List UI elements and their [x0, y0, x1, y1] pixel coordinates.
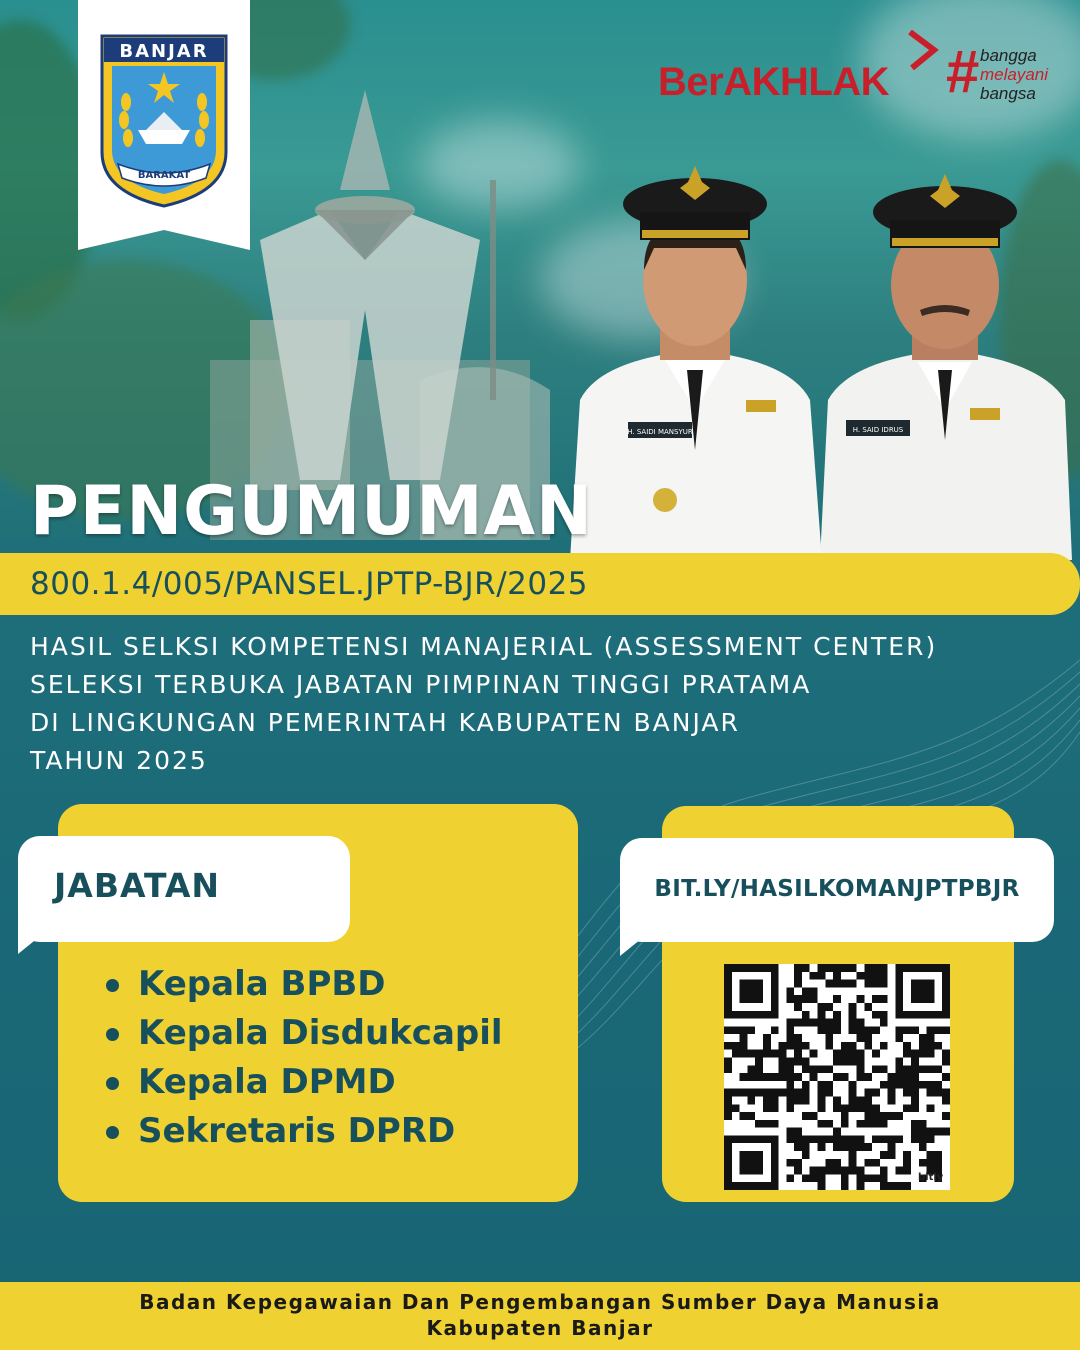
announcement-subtitle: [30, 628, 1070, 780]
bangga-melayani-bangsa-tag: [946, 40, 1066, 110]
list-item: Kepala Disdukcapil: [104, 1009, 503, 1058]
chevron-mark-icon: [908, 30, 942, 70]
official-portrait-right: [810, 170, 1080, 560]
list-item: Kepala BPBD: [104, 960, 503, 1009]
hashtag-line-3: bangsa: [980, 84, 1036, 103]
subtitle-line: TAHUN 2025: [30, 746, 208, 775]
list-item: Sekretaris DPRD: [104, 1107, 503, 1156]
result-link[interactable]: BIT.LY/HASILKOMANJPTPBJR: [654, 876, 1020, 902]
hashtag-line-2: melayani: [980, 65, 1049, 84]
bitly-mark: bitly: [918, 1172, 944, 1183]
jabatan-title: JABATAN: [54, 866, 221, 905]
berakhlak-wordmark: BerAKHLAK: [658, 59, 890, 104]
qr-code[interactable]: [724, 964, 950, 1190]
subtitle-line: SELEKSI TERBUKA JABATAN PIMPINAN TINGGI PRATAMA: [30, 670, 812, 699]
name-tag-left: H. SAIDI MANSYUR: [627, 428, 693, 436]
subtitle-line: HASIL SELKSI KOMPETENSI MANAJERIAL (ASSESSMENT CENTER): [30, 632, 938, 661]
hashtag-icon: #: [946, 38, 980, 105]
headline: PENGUMUMAN: [30, 472, 593, 551]
announcement-number: 800.1.4/005/PANSEL.JPTP-BJR/2025: [30, 566, 589, 602]
footer-agency: Badan Kepegawaian Dan Pengembangan Sumber Daya Manusia: [139, 1290, 941, 1314]
emblem-top-text: BANJAR: [119, 41, 209, 62]
subtitle-line: DI LINGKUNGAN PEMERINTAH KABUPATEN BANJAR: [30, 708, 740, 737]
name-tag-right: H. SAID IDRUS: [852, 426, 904, 434]
footer-region: Kabupaten Banjar: [426, 1316, 654, 1340]
position-list: [104, 960, 503, 1156]
kabupaten-banjar-emblem: [98, 32, 230, 208]
official-portrait-left: [560, 160, 830, 560]
emblem-bottom-text: BARAKAT: [137, 170, 191, 181]
footer-band: [0, 1282, 1080, 1350]
berakhlak-brand: [658, 52, 889, 112]
list-item: Kepala DPMD: [104, 1058, 503, 1107]
hashtag-line-1: bangga: [980, 46, 1037, 65]
